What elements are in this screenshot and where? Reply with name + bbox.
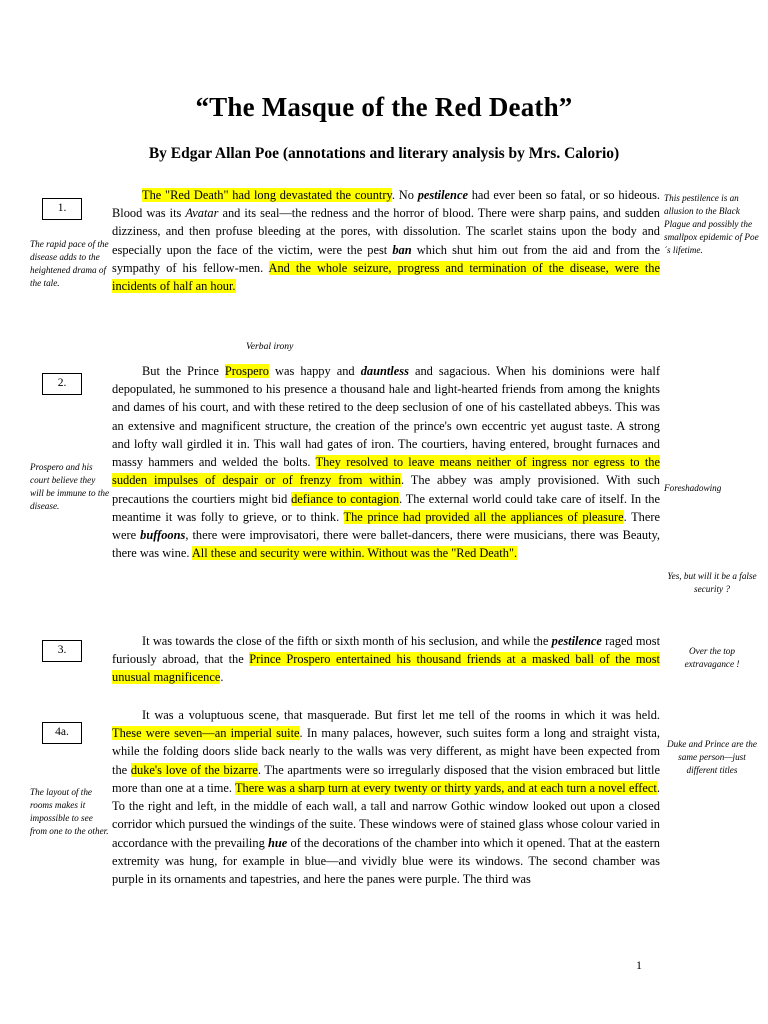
paragraph-number-box-2: 2. bbox=[42, 373, 82, 395]
byline: By Edgar Allan Poe (annotations and literary analysis by Mrs. Calorio) bbox=[148, 145, 620, 162]
left-annotation-para2: Prospero and his court believe they will be immune to the disease. bbox=[30, 462, 110, 512]
page-title: “The Masque of the Red Death” bbox=[195, 92, 573, 122]
right-annotation-para1: This pestilence is an allusion to the Black Plague and possibly the smallpox epidemic of Poe´s lifetime. bbox=[664, 193, 759, 256]
highlighted-text: The prince had provided all the appliances of pleasure bbox=[343, 509, 624, 524]
paragraph-number-box-1: 1. bbox=[42, 198, 82, 220]
paragraph-3-text: It was towards the close of the fifth or sixth month of his seclusion, and while the pestilence raged most furiously abroad, that the Prince Prospero entertained his thousand friends at a masked ball of the most unusual magnificence. bbox=[112, 634, 661, 685]
emphasized-text: dauntless bbox=[360, 364, 409, 378]
highlighted-text: Prince Prospero entertained his thousand friends at a masked ball of the most unusual magnificence bbox=[112, 652, 660, 685]
paragraph-2-text: But the Prince Prospero was happy and dauntless and sagacious. When his dominions were half depopulated, he summoned to his presence a thousand hale and light-hearted friends from among the knights and dames of his court, and with these retired to the deep seclusion of one of his castellated abbeys. This was an extensive and magnificent structure, the creation of the prince's own eccentric yet august taste. A strong and lofty wall girdled it in. This wall had gates of iron. The courtiers, having entered, brought furnaces and massy hammers and welded the bolts. They resolved to leave means neither of ingress nor egress to the sudden impulses of despair or of frenzy from within. The abbey was amply provisioned. With such precautions the courtiers might bid defiance to contagion. The external world could take care of itself. In the meantime it was folly to grieve, or to think. The prince had provided all the appliances of pleasure. There were buffoons, there were improvisatori, there were ballet-dancers, there were musicians, there was Beauty, there was wine. All these and security were within. Without was the "Red Death". bbox=[112, 364, 660, 561]
paragraph-4a-text: It was a voluptuous scene, that masquerade. But first let me tell of the rooms in which it was held. These were seven—an imperial suite. In many palaces, however, such suites form a long and straight vista, while the folding doors slide back nearly to the walls was very different, as might have been expected from the duke's love of the bizarre. The apartments were so irregularly disposed that the vision embraced but little more than one at a time. There was a sharp turn at every twenty or thirty yards, and at each turn a novel effect. To the right and left, in the middle of each wall, a tall and narrow Gothic window looked out upon a closed corridor which pursued the windings of the suite. These windows were of stained glass whose colour varied in accordance with the prevailing hue of the decorations of the chamber into which it opened. That at the eastern extremity was hung, for example in blue—and vividly blue were its windows. The second chamber was purple in its ornaments and tapestries, and here the panes were purple. The third was bbox=[112, 708, 660, 887]
paragraph-number-box-4a: 4a. bbox=[42, 722, 82, 744]
emphasized-text: pestilence bbox=[417, 188, 468, 202]
highlighted-text: defiance to contagion bbox=[291, 491, 400, 506]
highlighted-text: duke's love of the bizarre bbox=[130, 762, 258, 777]
inline-note-verbal-irony: Verbal irony bbox=[246, 341, 294, 352]
emphasized-text: Avatar bbox=[185, 206, 219, 221]
emphasized-text: ban bbox=[392, 242, 412, 257]
highlighted-text: Prospero bbox=[224, 364, 269, 378]
right-annotation-duke-prince: Duke and Prince are the same person—just different titles bbox=[667, 739, 757, 776]
highlighted-text: These were seven—an imperial suite bbox=[112, 726, 300, 741]
paragraph-2 bbox=[112, 362, 660, 563]
highlighted-text: And the whole seizure, progress and termination of the disease, were the incidents of half an hour. bbox=[112, 260, 660, 294]
left-annotation-para1: The rapid pace of the disease adds to the heightened drama of the tale. bbox=[30, 239, 109, 289]
highlighted-text: The "Red Death" had long devastated the country bbox=[142, 188, 392, 202]
paragraph-number-box-3: 3. bbox=[42, 640, 82, 662]
paragraph-3 bbox=[112, 632, 660, 687]
page-number: 1 bbox=[636, 958, 642, 972]
right-annotation-extravagance: Over the top extravagance ! bbox=[684, 646, 740, 670]
right-annotation-false-security: Yes, but will it be a false security ? bbox=[667, 571, 757, 595]
emphasized-text: hue bbox=[267, 835, 288, 850]
highlighted-text: All these and security were within. Without was the "Red Death". bbox=[191, 546, 518, 561]
left-annotation-para4a: The layout of the rooms makes it impossible to see from one to the other. bbox=[30, 787, 109, 837]
emphasized-text: pestilence bbox=[551, 634, 602, 648]
right-annotation-foreshadowing: Foreshadowing bbox=[664, 483, 722, 493]
highlighted-text: There was a sharp turn at every twenty or thirty yards, and at each turn a novel effect bbox=[234, 780, 657, 795]
highlighted-text: They resolved to leave means neither of ingress nor egress to the sudden impulses of despair or of frenzy from within bbox=[112, 455, 660, 488]
paragraph-1 bbox=[112, 186, 660, 295]
paragraph-1-text: The "Red Death" had long devastated the country. No pestilence had ever been so fatal, or so hideous. Blood was its Avatar and its seal—the redness and the horror of blood. There were sharp pains, and sudden dizziness, and then profuse bleeding at the pores, with dissolution. The scarlet stains upon the body and especially upon the face of the victim, were the pest ban which shut him out from the aid and from the sympathy of his fellow-men. And the whole seizure, progress and termination of the disease, were the incidents of half an hour. bbox=[112, 188, 660, 294]
paragraph-4a bbox=[112, 706, 660, 888]
emphasized-text: buffoons bbox=[140, 528, 186, 543]
